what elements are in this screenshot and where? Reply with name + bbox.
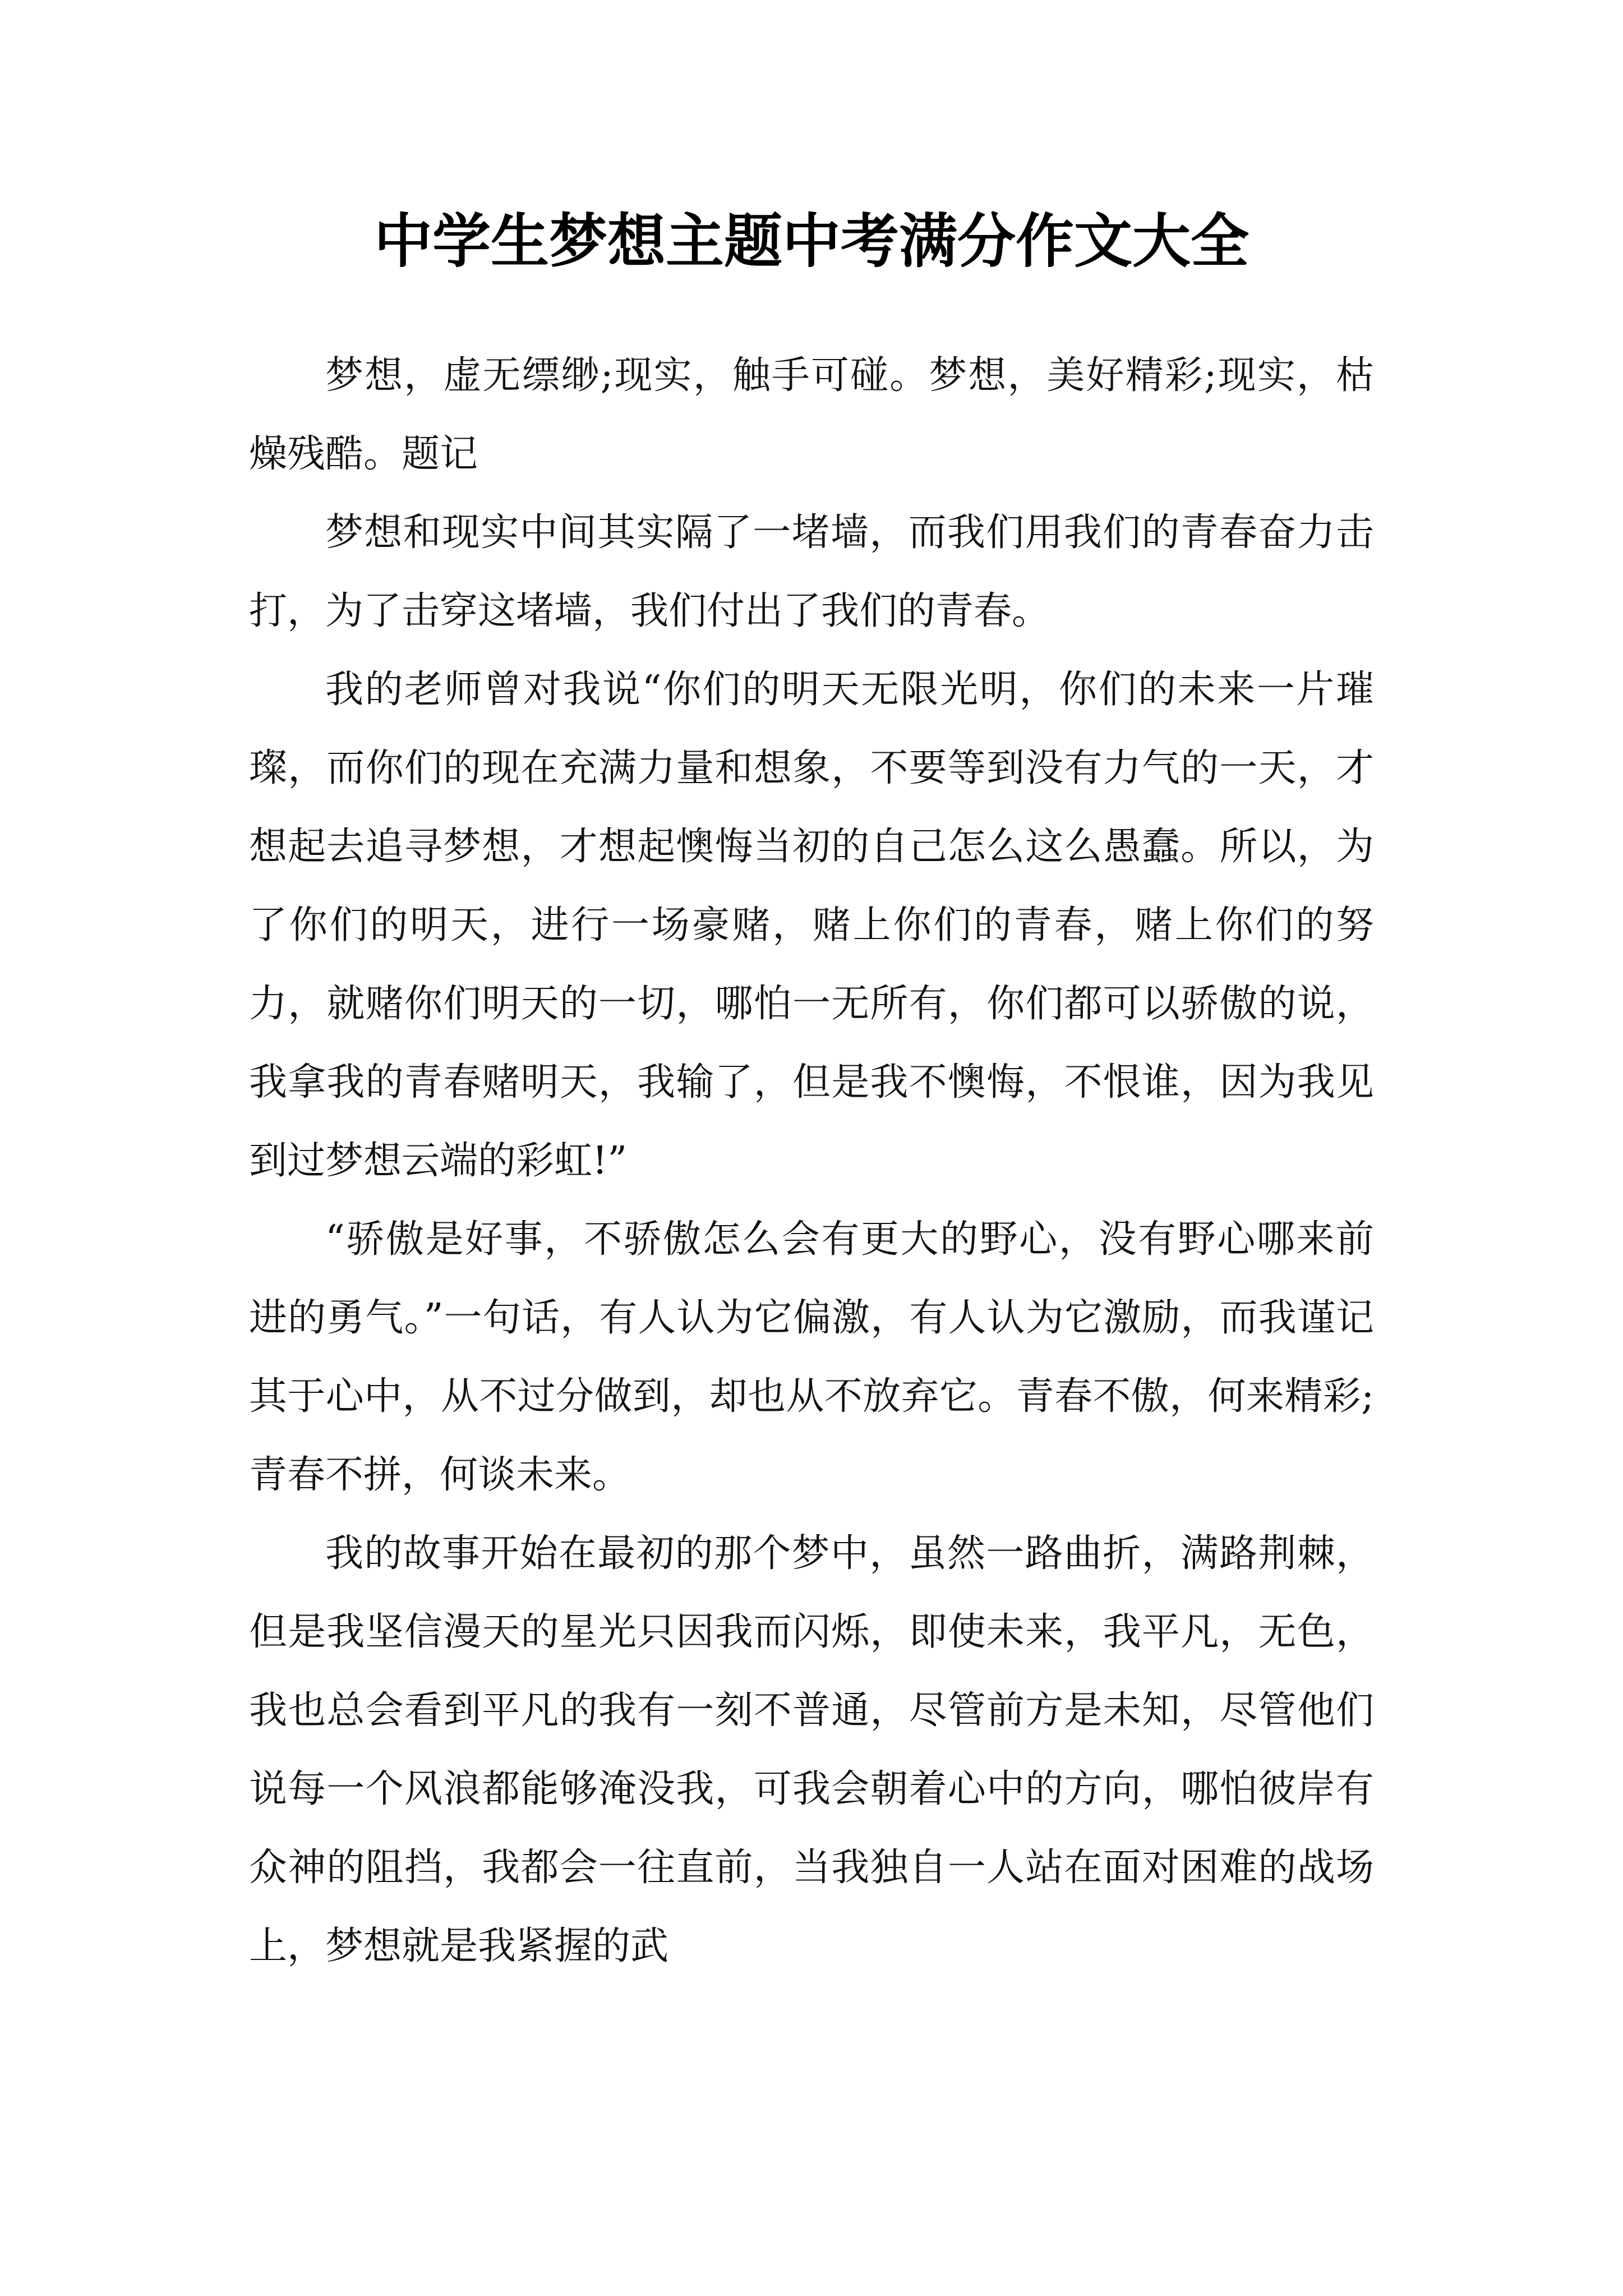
paragraph-5: 我的故事开始在最初的那个梦中，虽然一路曲折，满路荆棘，但是我坚信漫天的星光只因我而闪烁，即使未来，我平凡，无色，我也总会看到平凡的我有一刻不普通，尽管前方是未知，尽管他们说每一个风浪都能够淹没我，可我会朝着心中的方向，哪怕彼岸有众神的阻挡，我都会一往直前，当我独自一人站在面对困难的战场上，梦想就是我紧握的武 (249, 1531, 1374, 1968)
paragraph-2: 梦想和现实中间其实隔了一堵墙，而我们用我们的青春奋力击打，为了击穿这堵墙，我们付出了我们的青春。 (249, 510, 1374, 633)
document-body (249, 337, 1374, 1986)
paragraph-4: “骄傲是好事，不骄傲怎么会有更大的野心，没有野心哪来前进的勇气。”一句话，有人认为它偏激，有人认为它激励，而我谨记其于心中，从不过分做到，却也从不放弃它。青春不傲，何来精彩;青春不拼，何谈未来。 (249, 1217, 1374, 1497)
document-title: 中学生梦想主题中考满分作文大全 (374, 207, 1249, 275)
paragraph-3: 我的老师曾对我说“你们的明天无限光明，你们的未来一片璀璨，而你们的现在充满力量和想象，不要等到没有力气的一天，才想起去追寻梦想，才想起懊悔当初的自己怎么这么愚蠢。所以，为了你们的明天，进行一场豪赌，赌上你们的青春，赌上你们的努力，就赌你们明天的一切，哪怕一无所有，你们都可以骄傲的说，我拿我的青春赌明天，我输了，但是我不懊悔，不恨谁，因为我见到过梦想云端的彩虹!” (249, 668, 1374, 1183)
paragraph-1: 梦想，虚无缥缈;现实，触手可碰。梦想，美好精彩;现实，枯燥残酷。题记 (249, 353, 1374, 476)
